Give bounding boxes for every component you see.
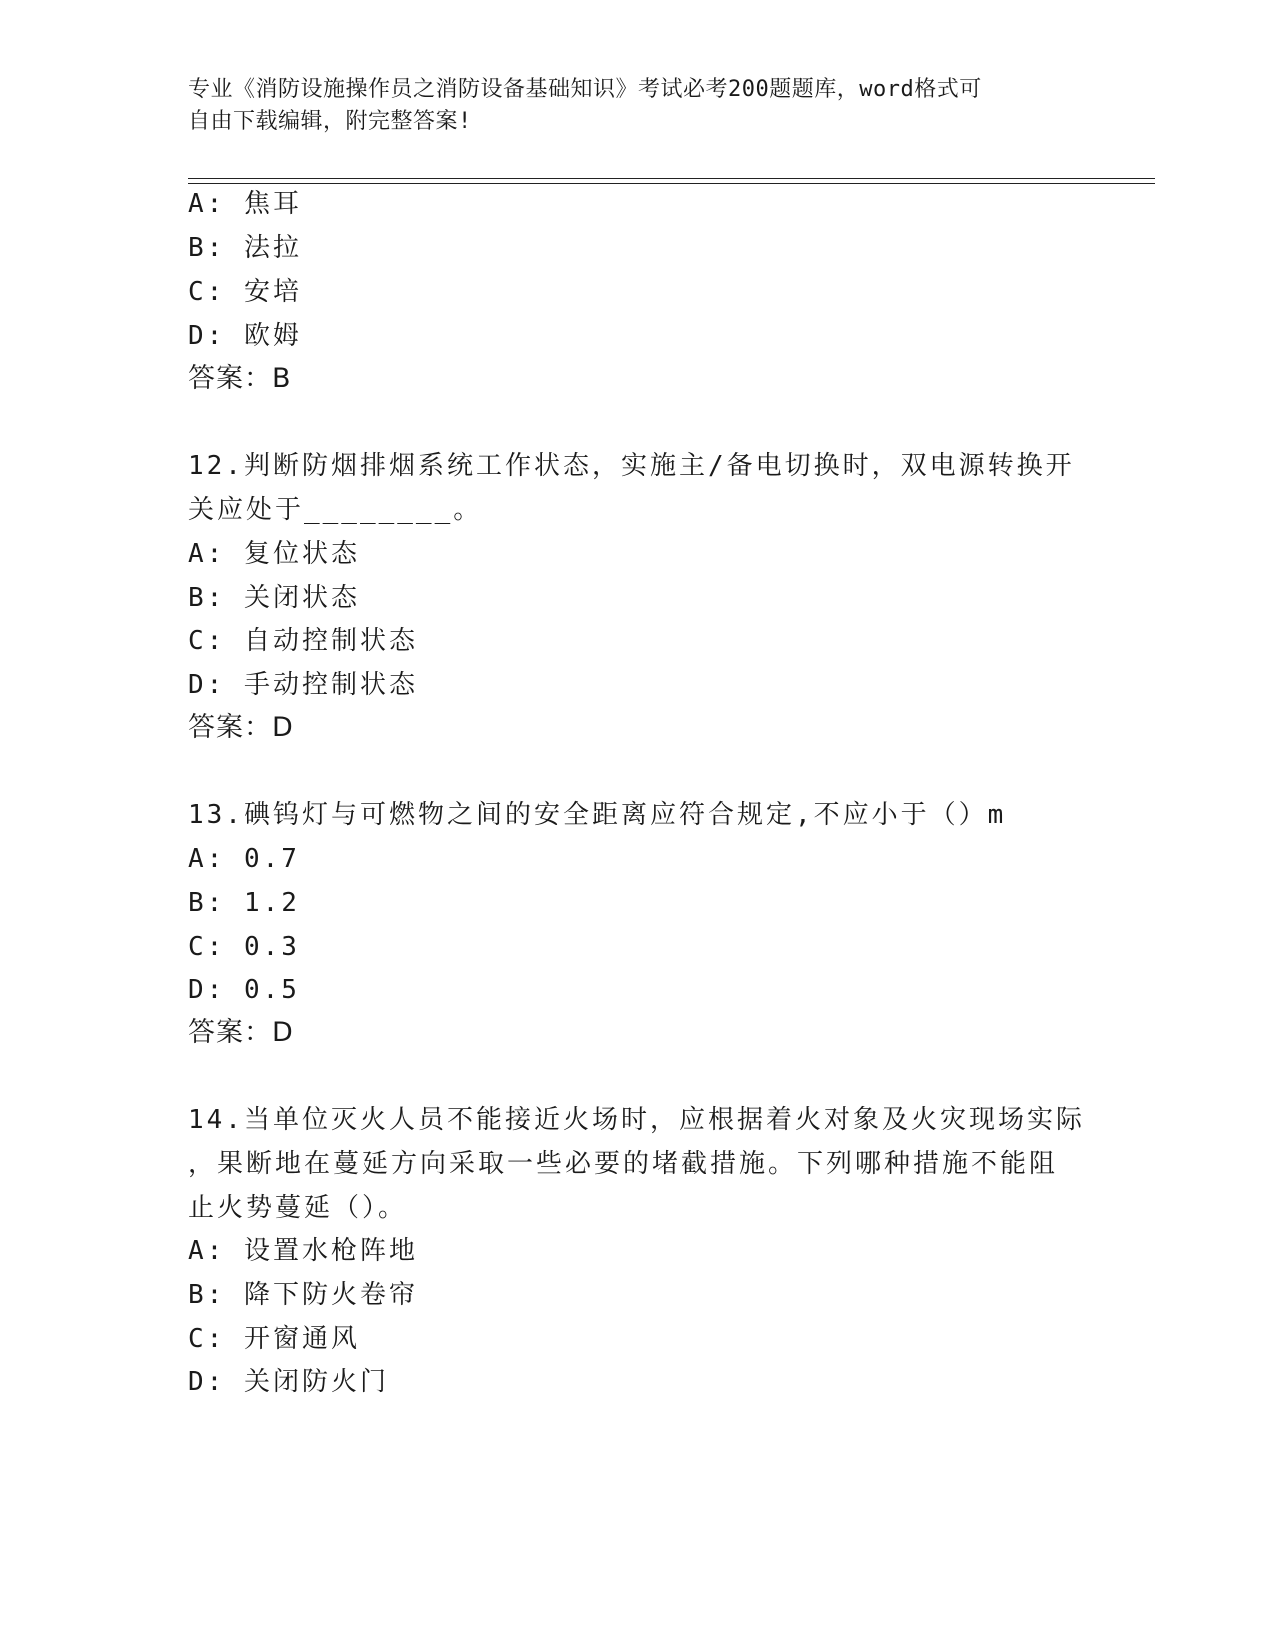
q12-answer: 答案：D	[188, 712, 294, 743]
q12-stem-line-1: 12.判断防烟排烟系统工作状态，实施主/备电切换时，双电源转换开	[188, 451, 1075, 481]
q14-option-a: A: 设置水枪阵地	[188, 1236, 418, 1266]
q11-option-d: D: 欧姆	[188, 321, 302, 351]
q12-stem-line-2: 关应处于________。	[188, 495, 483, 525]
q14-option-c: C: 开窗通风	[188, 1324, 360, 1354]
header-line-1: 专业《消防设施操作员之消防设备基础知识》考试必考200题题库，word格式可	[188, 77, 982, 102]
q12-option-c: C: 自动控制状态	[188, 626, 418, 656]
q12-option-a: A: 复位状态	[188, 539, 360, 569]
q14-stem-line-2: ，果断地在蔓延方向采取一些必要的堵截措施。下列哪种措施不能阻	[188, 1149, 1059, 1179]
q13-option-c: C: 0.3	[188, 932, 300, 962]
document-header	[188, 74, 1088, 138]
header-line-2: 自由下载编辑，附完整答案!	[188, 109, 472, 134]
q14-stem-line-3: 止火势蔓延（）。	[188, 1193, 408, 1223]
q12-option-b: B: 关闭状态	[188, 583, 360, 613]
q11-option-c: C: 安培	[188, 277, 302, 307]
q13-stem-line-1: 13.碘钨灯与可燃物之间的安全距离应符合规定,不应小于（）m	[188, 800, 1007, 830]
q14-stem-line-1: 14.当单位灭火人员不能接近火场时，应根据着火对象及火灾现场实际	[188, 1105, 1085, 1135]
q13-option-a: A: 0.7	[188, 844, 300, 874]
header-divider-bottom	[188, 183, 1155, 184]
q14-option-b: B: 降下防火卷帘	[188, 1280, 418, 1310]
q14-option-d: D: 关闭防火门	[188, 1367, 389, 1397]
q11-answer: 答案：B	[188, 363, 292, 394]
q12-option-d: D: 手动控制状态	[188, 670, 418, 700]
q13-option-d: D: 0.5	[188, 975, 300, 1005]
q13-option-b: B: 1.2	[188, 888, 300, 918]
q11-option-a: A: 焦耳	[188, 189, 302, 219]
q13-answer: 答案：D	[188, 1017, 294, 1048]
q11-option-b: B: 法拉	[188, 233, 302, 263]
header-divider-top	[188, 178, 1155, 179]
